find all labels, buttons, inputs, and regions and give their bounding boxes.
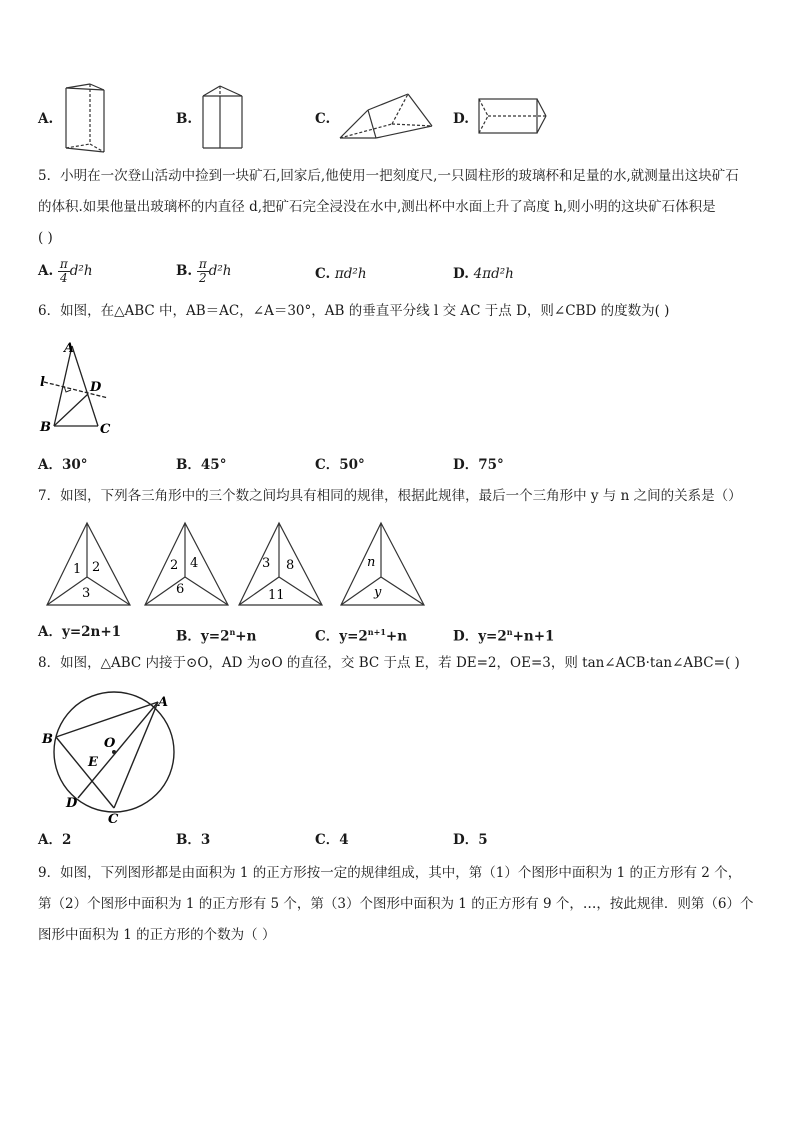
q5-option-b-denominator: 2 <box>198 271 207 285</box>
q6-option-a: A．30° <box>38 457 88 473</box>
q7-option-d-post: +n+1 <box>512 628 555 645</box>
q4-figure-b <box>198 80 248 155</box>
q5-option-c <box>315 265 367 283</box>
q5-option-b <box>176 258 231 285</box>
q5-option-b-label: B. <box>176 263 193 279</box>
q9-line-3: 图形中面积为 1 的正方形的个数为（ ） <box>38 927 276 943</box>
q6-label-l: l <box>40 375 45 390</box>
q7-triangle-2 <box>142 517 232 609</box>
q5-line-3: ( ) <box>38 230 53 246</box>
q8-label-b: B <box>42 732 53 747</box>
q5-option-a-numerator: π <box>59 257 68 271</box>
q7-triangle-3 <box>236 517 326 609</box>
q7-t1-bottom: 3 <box>82 586 91 601</box>
q6-side-ab <box>54 346 72 426</box>
q7-t3-right: 8 <box>286 558 295 573</box>
q5-option-b-numerator: π <box>198 257 207 271</box>
q7-question-text: 7．如图，下列各三角形中的三个数之间均具有相同的规律，根据此规律，最后一个三角形中 y 与 n 之间的关系是（） <box>38 488 742 504</box>
q8-option-c: C．4 <box>315 832 349 848</box>
q4-option-d-label: D. <box>453 111 469 127</box>
q5-option-a-label: A. <box>38 263 54 279</box>
q9-line-1: 9．如图，下列图形都是由面积为 1 的正方形按一定的规律组成，其中，第（1）个图形中面积为 1 的正方形有 2 个， <box>38 865 742 881</box>
q7-option-b-sup: n <box>229 627 236 637</box>
q4-figure-c <box>336 90 436 145</box>
q6-triangle-figure <box>34 336 124 440</box>
q7-option-d <box>453 623 554 646</box>
q7-t4-top: n <box>367 555 376 570</box>
q7-triangle-1 <box>44 517 134 609</box>
q8-option-a: A．2 <box>38 832 72 848</box>
q7-t2-bottom: 6 <box>176 582 185 597</box>
q5-option-b-tail: d²h <box>208 263 232 279</box>
q8-option-d: D．5 <box>453 832 488 848</box>
q7-t2-left: 2 <box>170 558 179 573</box>
q6-option-c: C．50° <box>315 457 365 473</box>
q9-line-2: 第（2）个图形中面积为 1 的正方形有 5 个，第（3）个图形中面积为 1 的正方形有 9 个，…，按此规律．则第（6）个 <box>38 896 754 912</box>
q5-option-d-label: D. <box>453 266 469 282</box>
q5-option-a-denominator: 4 <box>60 271 68 285</box>
q7-option-b-post: +n <box>235 628 257 645</box>
q5-option-d-value: 4πd²h <box>473 266 514 282</box>
q5-option-b-fraction <box>197 258 209 285</box>
q7-option-d-pre: D．y=2 <box>453 628 507 645</box>
q6-question-text: 6．如图，在△ABC 中，AB＝AC，∠A＝30°，AB 的垂直平分线 l 交 AC 于点 D，则∠CBD 的度数为( ) <box>38 303 670 319</box>
q7-t3-bottom: 11 <box>268 588 285 603</box>
q7-option-b <box>176 623 256 646</box>
q5-option-d <box>453 265 514 283</box>
q8-label-a: A <box>158 695 169 710</box>
q7-option-c-sup: n+1 <box>367 627 386 637</box>
q8-label-c: C <box>108 812 119 826</box>
q5-option-a-tail: d²h <box>69 263 93 279</box>
q7-t1-left: 1 <box>73 562 82 577</box>
q6-option-d: D．75° <box>453 457 504 473</box>
q8-label-o: O <box>104 736 116 751</box>
q4-option-b-label: B. <box>176 111 193 127</box>
q6-option-b: B．45° <box>176 457 227 473</box>
q6-label-c: C <box>100 422 111 437</box>
q4-option-c-label: C. <box>315 111 331 127</box>
q7-t1-right: 2 <box>92 560 101 575</box>
q5-option-a <box>38 258 93 285</box>
q5-line-2: 的体积.如果他量出玻璃杯的内直径 d,把矿石完全浸没在水中,测出杯中水面上升了高度 h,则小明的这块矿石体积是 <box>38 199 716 215</box>
q4-figure-a <box>60 80 110 155</box>
q8-question-text: 8．如图，△ABC 内接于⊙O，AD 为⊙O 的直径，交 BC 于点 E，若 DE=2，OE=3，则 tan∠ACB·tan∠ABC=( ) <box>38 655 740 671</box>
q7-t4-bottom: y <box>374 585 382 600</box>
q8-circle-figure <box>34 686 184 826</box>
q7-option-a: A．y=2n+1 <box>38 624 122 640</box>
q7-t2-right: 4 <box>190 556 199 571</box>
q4-figure-d <box>476 95 551 140</box>
q7-option-d-sup: n <box>506 627 513 637</box>
q7-option-b-pre: B．y=2 <box>176 628 230 645</box>
q5-option-a-fraction <box>58 258 70 285</box>
q5-option-c-value: πd²h <box>334 266 367 282</box>
q6-label-d: D <box>90 380 102 395</box>
q7-triangle-4 <box>338 517 428 609</box>
q7-t3-left: 3 <box>262 556 271 571</box>
q7-option-c-pre: C．y=2 <box>315 628 368 645</box>
q5-option-c-label: C. <box>315 266 331 282</box>
q8-label-d: D <box>66 796 78 811</box>
q6-label-b: B <box>40 420 51 435</box>
q6-label-a: A <box>64 341 75 356</box>
q4-option-a-label: A. <box>38 111 54 127</box>
q7-option-c <box>315 623 407 646</box>
q8-chord-ac <box>114 702 158 808</box>
q5-line-1: 5．小明在一次登山活动中捡到一块矿石,回家后,他使用一把刻度尺,一只圆柱形的玻璃杯和足量的水,就测量出这块矿石 <box>38 168 739 184</box>
q8-option-b: B．3 <box>176 832 211 848</box>
q8-label-e: E <box>88 755 98 770</box>
q6-segment-bd <box>54 394 88 426</box>
q7-option-c-post: +n <box>385 628 408 645</box>
